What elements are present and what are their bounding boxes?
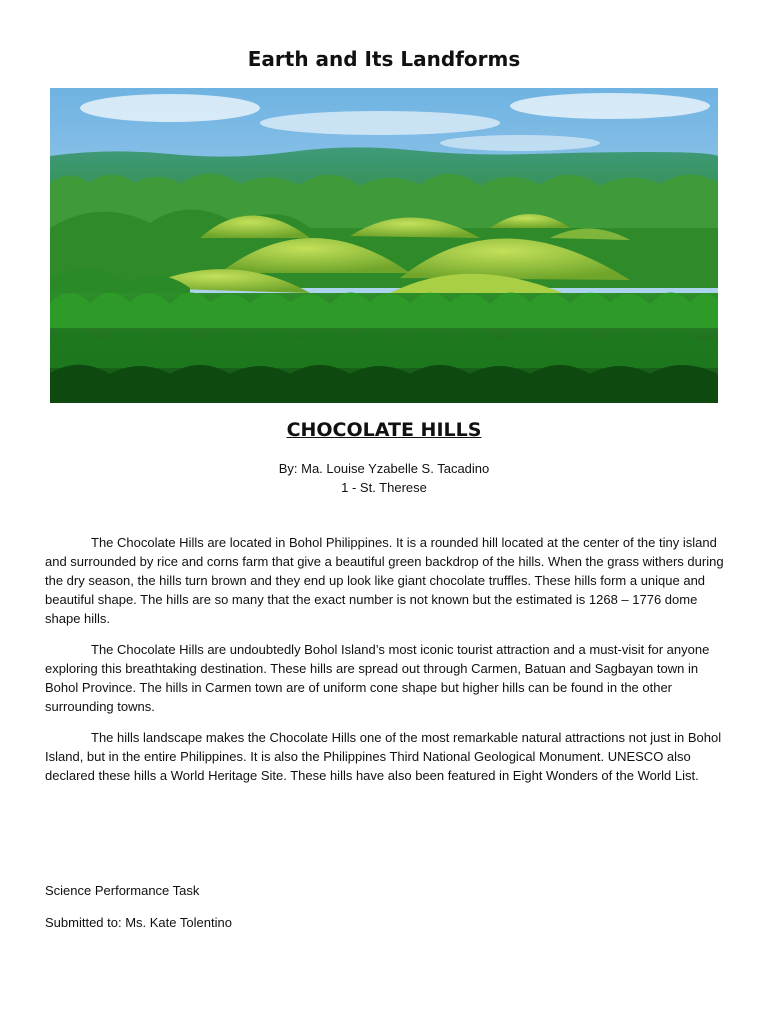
paragraph: The Chocolate Hills are undoubtedly Bohol Island’s most iconic tourist attraction and a must-visit for anyone exploring this breathtaking destination. These hills are spread out through Carmen, Batuan and Sagbayan town in Bohol Province. The hills in Carmen town are of uniform cone shape but higher hills can be found in the other surrounding towns.: [45, 642, 710, 714]
byline: [0, 459, 768, 497]
page-title: Earth and Its Landforms: [247, 47, 521, 71]
chocolate-hills-photo: [50, 88, 718, 403]
body-text: [45, 533, 725, 797]
footer-task: Science Performance Task: [45, 883, 200, 898]
footer-submitted: Submitted to: Ms. Kate Tolentino: [45, 915, 232, 930]
document-heading: CHOCOLATE HILLS: [286, 419, 482, 441]
paragraph: The Chocolate Hills are located in Bohol Philippines. It is a rounded hill located at the center of the tiny island and surrounded by rice and corns farm that give a beautiful green backdrop of the hills. When the grass withers during the dry season, the hills turn brown and they end up look like giant chocolate truffles. These hills form a unique and beautiful shape. The hills are so many that the exact number is not known but the estimated is 1268 – 1776 dome shape hills.: [45, 535, 724, 626]
section-line: 1 - St. Therese: [341, 480, 427, 495]
paragraph: The hills landscape makes the Chocolate Hills one of the most remarkable natural attractions not just in Bohol Island, but in the entire Philippines. It is also the Philippines Third National Geological Monument. UNESCO also declared these hills a World Heritage Site. These hills have also been featured in Eight Wonders of the World List.: [45, 730, 722, 783]
author-line: By: Ma. Louise Yzabelle S. Tacadino: [278, 461, 490, 476]
